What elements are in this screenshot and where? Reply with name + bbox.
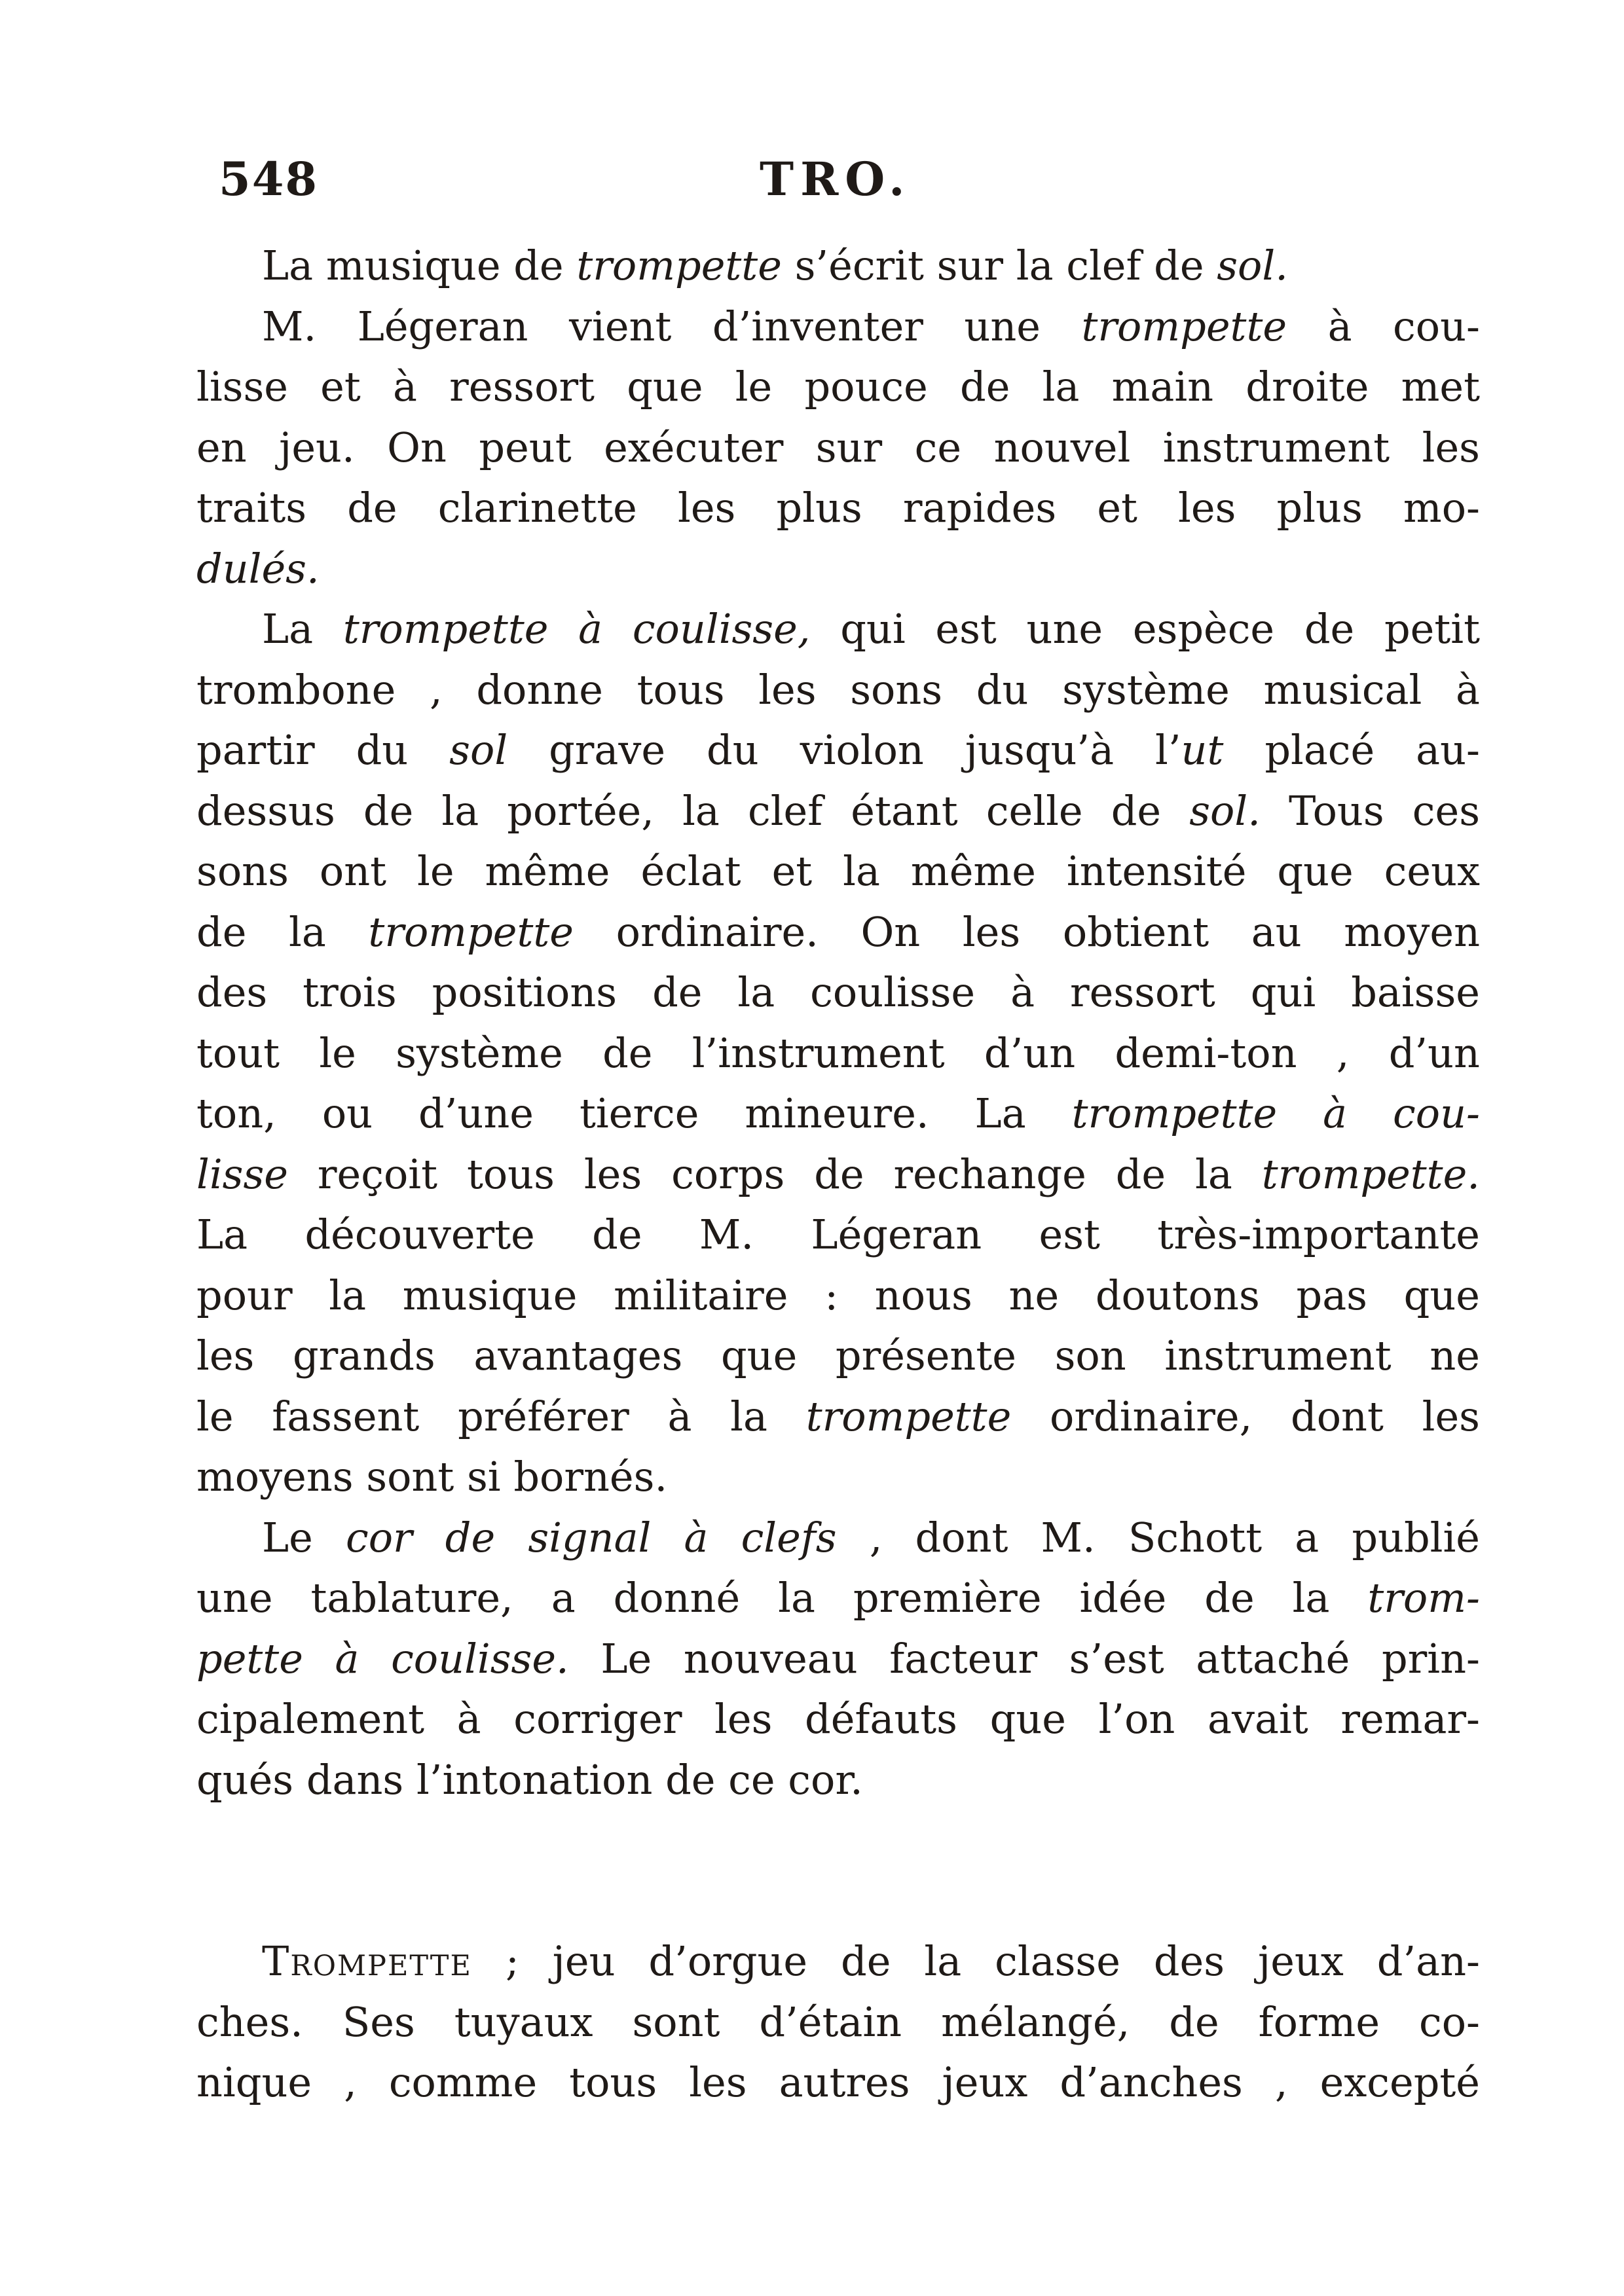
text-line: sons ont le même éclat et la même intensité que ceux bbox=[196, 847, 1480, 895]
text-line: de la trompette ordinaire. On les obtient au moyen bbox=[196, 907, 1481, 956]
paragraph-3 bbox=[196, 599, 1480, 1508]
body-text bbox=[196, 236, 1480, 2113]
text-line: M. Légeran vient d’inventer une trompette à cou- bbox=[262, 302, 1480, 350]
text-line: trombone , donne tous les sons du système musical à bbox=[196, 665, 1480, 714]
paragraph-5 bbox=[196, 1931, 1480, 2113]
text-line: qués dans l’intonation de ce cor. bbox=[196, 1755, 863, 1804]
text-line: en jeu. On peut exécuter sur ce nouvel instrument les bbox=[196, 423, 1480, 471]
text-line: les grands avantages que présente son instrument ne bbox=[196, 1332, 1480, 1379]
text-line: tout le système de l’instrument d’un demi-ton , d’un bbox=[196, 1029, 1480, 1077]
text-line: traits de clarinette les plus rapides et les plus mo- bbox=[196, 484, 1480, 532]
entry-headword: Trompette bbox=[262, 1937, 472, 1985]
text-line: Trompette ; jeu d’orgue de la classe des jeux d’an- bbox=[262, 1937, 1480, 1985]
text-line: La découverte de M. Légeran est très-importante bbox=[196, 1211, 1480, 1258]
text-line: La musique de trompette s’écrit sur la clef de sol. bbox=[262, 242, 1288, 289]
text-line: une tablature, a donné la première idée de la trom- bbox=[196, 1574, 1480, 1622]
paragraph-1 bbox=[196, 236, 1480, 297]
paragraph-4 bbox=[196, 1508, 1480, 1811]
text-line: partir du sol grave du violon jusqu’à l’ut placé au- bbox=[196, 726, 1480, 774]
text-line: ches. Ses tuyaux sont d’étain mélangé, de forme co- bbox=[196, 1997, 1480, 2046]
text-line: pour la musique militaire : nous ne doutons pas que bbox=[196, 1271, 1480, 1319]
text-line: La trompette à coulisse, qui est une espèce de petit bbox=[262, 605, 1480, 653]
section-gap bbox=[196, 1810, 1480, 1931]
paragraph-2 bbox=[196, 297, 1480, 600]
text-line: ton, ou d’une tierce mineure. La trompette à cou- bbox=[196, 1089, 1480, 1137]
text-line: lisse reçoit tous les corps de rechange de la trompette. bbox=[196, 1150, 1480, 1198]
text-line: dulés. bbox=[196, 544, 320, 592]
text-line: nique , comme tous les autres jeux d’anches , excepté bbox=[196, 2058, 1480, 2106]
text-line: lisse et à ressort que le pouce de la main droite met bbox=[196, 363, 1480, 410]
text-line: cipalement à corriger les défauts que l’on avait remar- bbox=[196, 1695, 1480, 1743]
text-line: le fassent préférer à la trompette ordinaire, dont les bbox=[196, 1392, 1480, 1440]
text-line: moyens sont si bornés. bbox=[196, 1453, 668, 1501]
text-line: dessus de la portée, la clef étant celle de sol. Tous ces bbox=[196, 786, 1481, 835]
page-header bbox=[196, 152, 1480, 224]
page-number: 548 bbox=[219, 152, 319, 206]
text-line: pette à coulisse. Le nouveau facteur s’est attaché prin- bbox=[196, 1634, 1480, 1683]
running-head: TRO. bbox=[760, 152, 912, 206]
text-line: des trois positions de la coulisse à ressort qui baisse bbox=[196, 968, 1480, 1016]
text-line: Le cor de signal à clefs , dont M. Schott a publié bbox=[262, 1513, 1480, 1561]
